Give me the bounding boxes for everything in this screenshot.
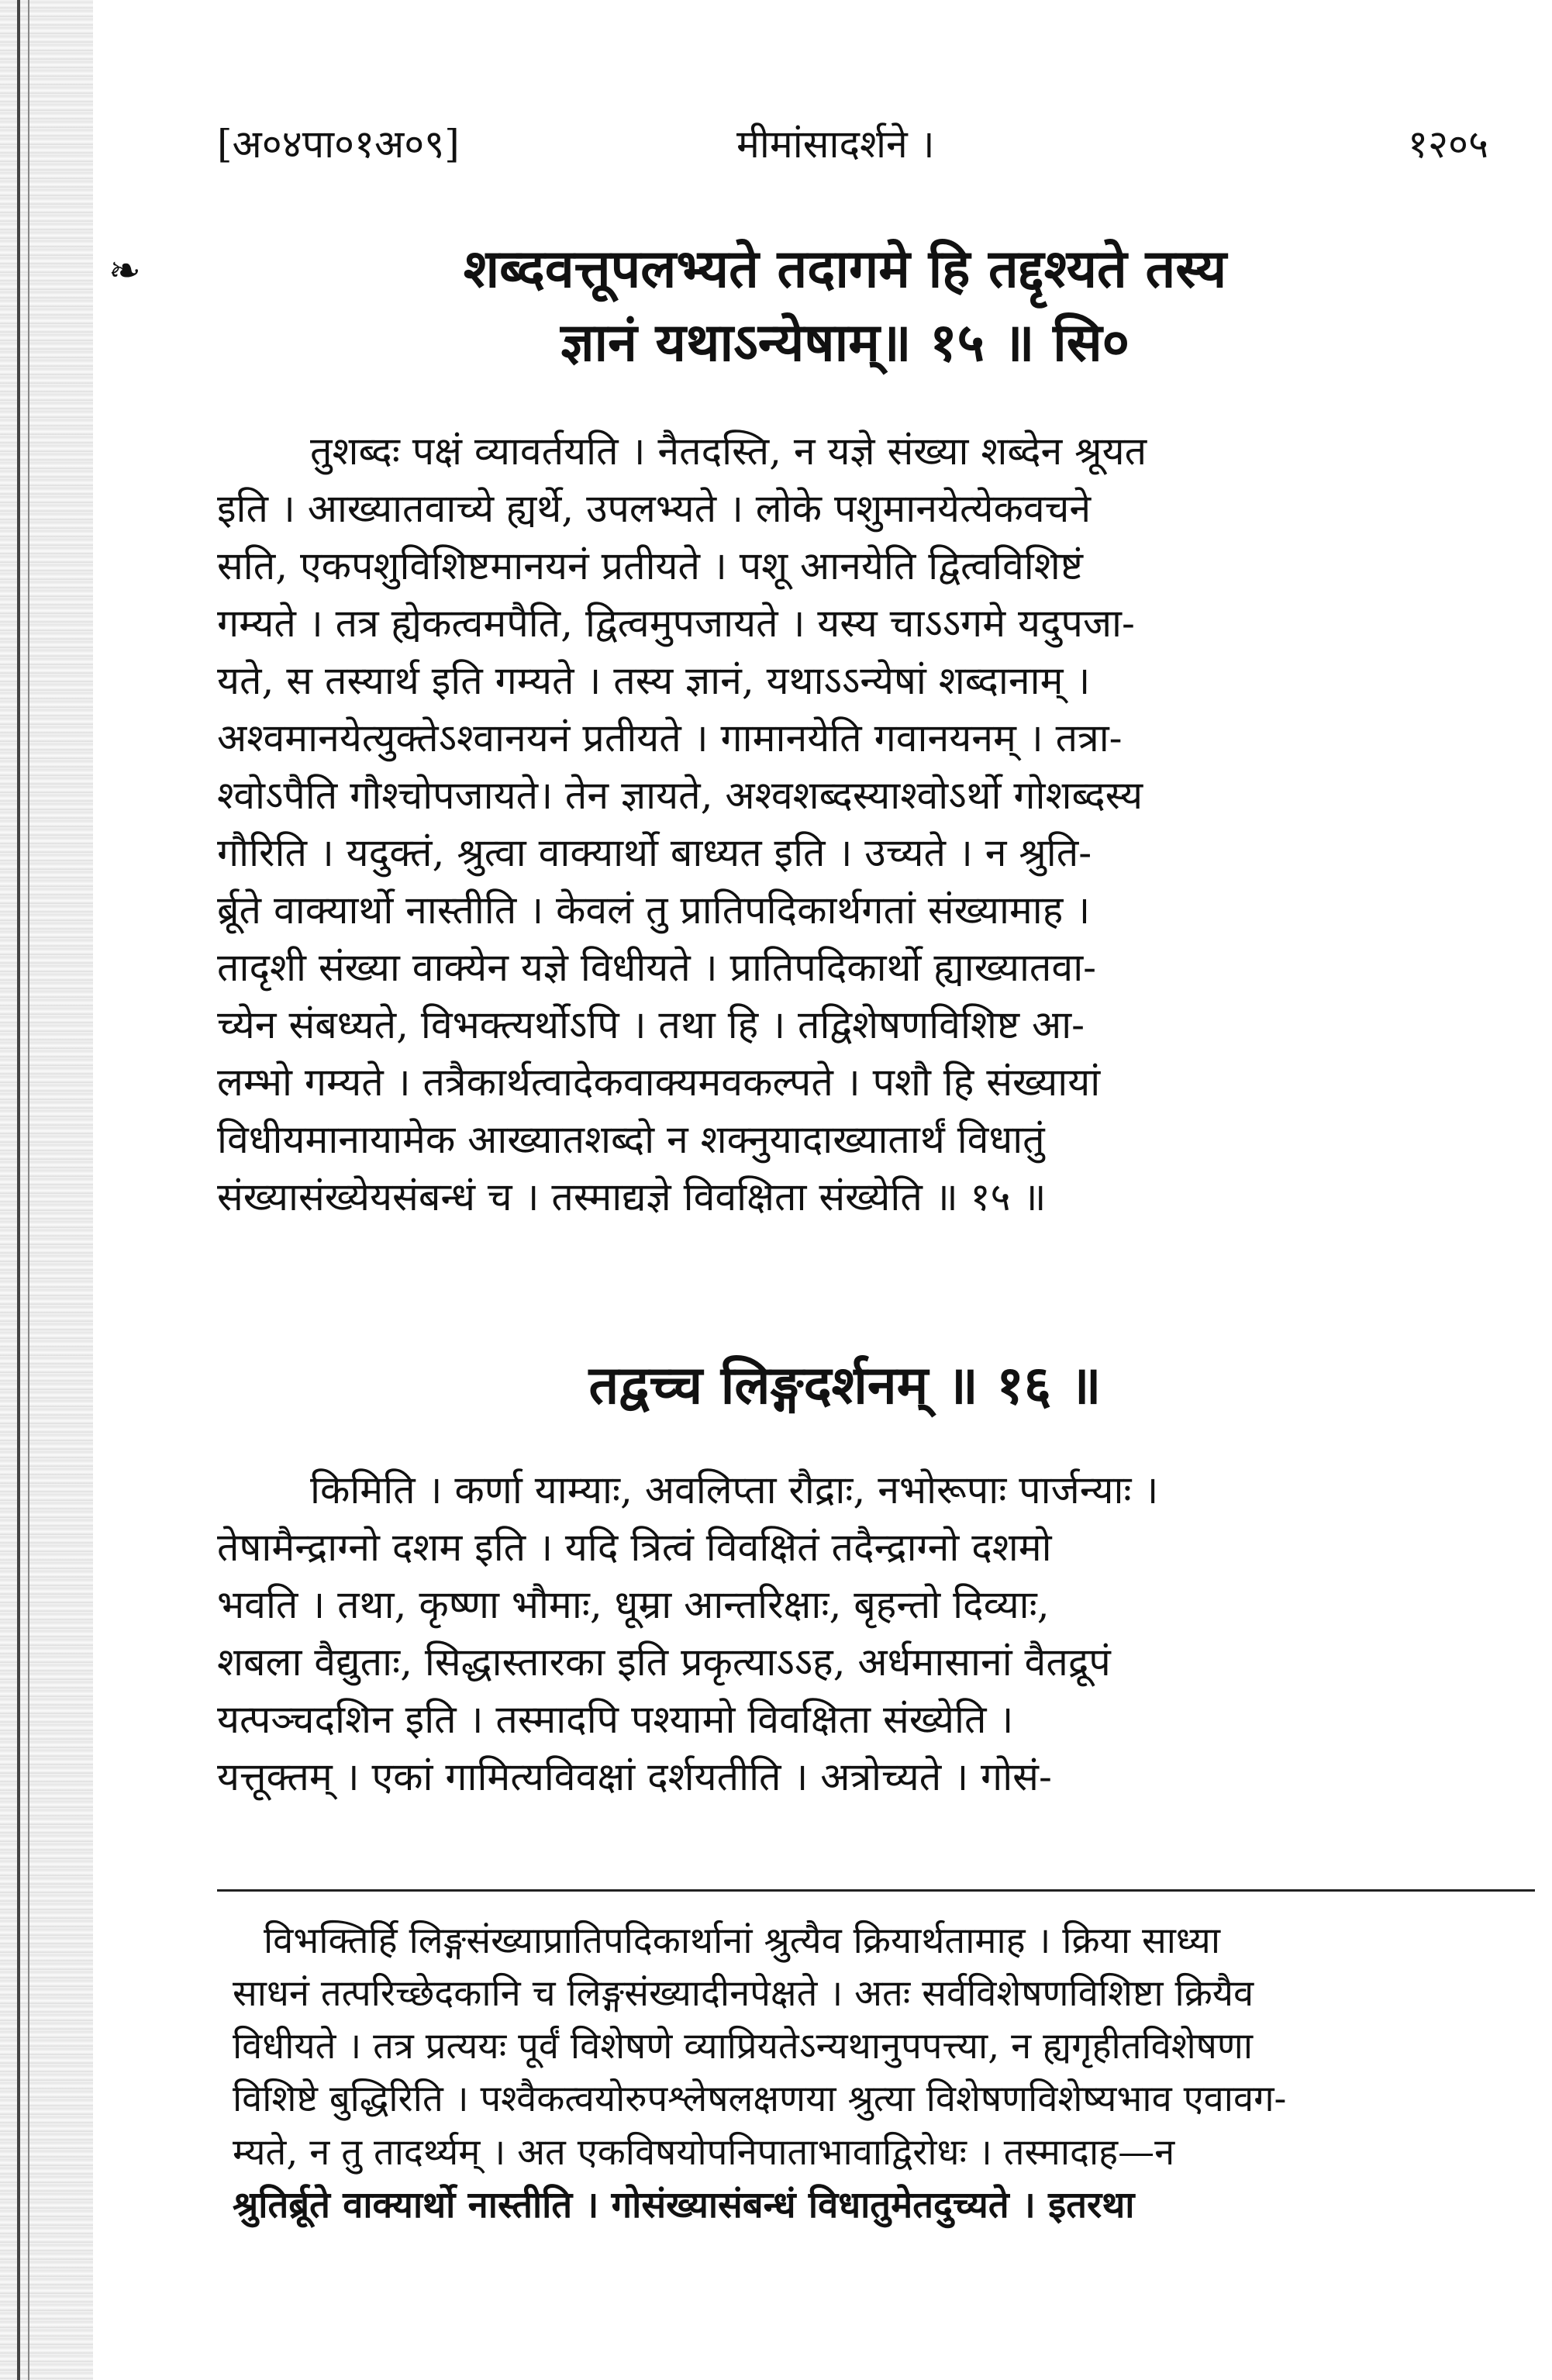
text-line: यत्पञ्चदशिन इति । तस्मादपि पश्यामो विवक्षिता संख्येति । bbox=[217, 1697, 1014, 1742]
binding-line-secondary bbox=[28, 0, 29, 2380]
book-spine-shadow bbox=[0, 0, 93, 2380]
text-line: गौरिति । यदुक्तं, श्रुत्वा वाक्यार्थो बाध्यत इति । उच्यते । न श्रुति- bbox=[217, 830, 1092, 875]
text-line: किमिति । कर्णा याम्याः, अवलिप्ता रौद्राः, नभोरूपाः पार्जन्याः । bbox=[310, 1468, 1159, 1513]
text-line: अश्वमानयेत्युक्तेऽश्वानयनं प्रतीयते । गामानयेति गवानयनम् । तत्रा- bbox=[217, 716, 1123, 761]
footnote-line: साधनं तत्परिच्छेदकानि च लिङ्गसंख्यादीनपेक्षते । अतः सर्वविशेषणविशिष्टा क्रियैव bbox=[233, 1972, 1254, 2016]
footnote-line: विधीयते । तत्र प्रत्ययः पूर्वं विशेषणे व्याप्रियतेऽन्यथानुपपत्त्या, न ह्यगृहीतविशेषणा bbox=[233, 2025, 1254, 2068]
section-reference: [अ०४पा०१अ०९] bbox=[217, 122, 460, 167]
commentary-16 bbox=[217, 1461, 1488, 1806]
text-line: विधीयमानायामेक आख्यातशब्दो न शक्नुयादाख्यातार्थं विधातुं bbox=[217, 1117, 1045, 1162]
text-line: यत्तूक्तम् । एकां गामित्यविवक्षां दर्शयतीति । अत्रोच्यते । गोसं- bbox=[217, 1754, 1052, 1799]
sutra-16: तद्वच्च लिङ्गदर्शनम् ॥ १६ ॥ bbox=[588, 1354, 1102, 1416]
footnote-line: म्यते, न तु तादर्थ्यम् । अत एकविषयोपनिपाताभावाद्विरोधः । तस्मादाह—न bbox=[233, 2130, 1175, 2174]
text-line: इति । आख्यातवाच्ये ह्यर्थे, उपलभ्यते । लोके पशुमानयेत्येकवचने bbox=[217, 486, 1092, 531]
text-line: सति, एकपशुविशिष्टमानयनं प्रतीयते । पशू आनयेति द्वित्वविशिष्टं bbox=[217, 543, 1083, 588]
running-title: मीमांसादर्शने । bbox=[736, 122, 935, 167]
sutra-line: ज्ञानं यथाऽन्येषाम्॥ १५ ॥ सि० bbox=[560, 312, 1130, 374]
commentary-15 bbox=[217, 423, 1488, 1226]
margin-marker: ❧ bbox=[109, 248, 141, 293]
text-line: भवति । तथा, कृष्णा भौमाः, धूम्रा आन्तरिक्षाः, बृहन्तो दिव्याः, bbox=[217, 1582, 1050, 1627]
binding-line bbox=[17, 0, 20, 2380]
text-line: तेषामैन्द्राग्नो दशम इति । यदि त्रित्वं विवक्षितं तदैन्द्राग्नो दशमो bbox=[217, 1525, 1052, 1570]
text-line: च्येन संबध्यते, विभक्त्यर्थोऽपि । तथा हि । तद्विशेषणविशिष्ट आ- bbox=[217, 1002, 1085, 1047]
running-header bbox=[217, 116, 1488, 178]
footnote-divider bbox=[217, 1889, 1535, 1892]
footnote-line: विभक्तिर्हि लिङ्गसंख्याप्रातिपदिकार्थानां श्रुत्यैव क्रियार्थतामाह । क्रिया साध्या bbox=[264, 1920, 1220, 1962]
text-line: लम्भो गम्यते । तत्रैकार्थत्वादेकवाक्यमवकल्पते । पशौ हि संख्यायां bbox=[217, 1060, 1101, 1105]
text-line: तादृशी संख्या वाक्येन यज्ञे विधीयते । प्रातिपदिकार्थो ह्याख्यातवा- bbox=[217, 945, 1097, 990]
footnote bbox=[233, 1915, 1473, 2232]
footnote-line: विशिष्टे बुद्धिरिति । पश्वैकत्वयोरुपश्लेषलक्षणया श्रुत्या विशेषणविशेष्यभाव एवावग- bbox=[233, 2078, 1287, 2121]
page-number: १२०५ bbox=[1408, 122, 1488, 167]
sutra-15 bbox=[202, 233, 1488, 380]
footnote-line: श्रुतिर्ब्रूते वाक्यार्थो नास्तीति । गोसंख्यासंबन्धं विधातुमेतदुच्यते । इतरथा bbox=[233, 2183, 1135, 2227]
text-line: र्ब्रूते वाक्यार्थो नास्तीति । केवलं तु प्रातिपदिकार्थगतां संख्यामाह । bbox=[217, 888, 1091, 933]
text-line: संख्यासंख्येयसंबन्धं च । तस्माद्यज्ञे विवक्षिता संख्येति ॥ १५ ॥ bbox=[217, 1174, 1047, 1219]
text-line: तुशब्दः पक्षं व्यावर्तयति । नैतदस्ति, न यज्ञे संख्या शब्देन श्रूयत bbox=[310, 429, 1147, 474]
text-line: गम्यते । तत्र ह्येकत्वमपैति, द्वित्वमुपजायते । यस्य चाऽऽगमे यदुपजा- bbox=[217, 601, 1135, 646]
text-line: श्वोऽपैति गौश्चोपजायते। तेन ज्ञायते, अश्वशब्दस्याश्वोऽर्थो गोशब्दस्य bbox=[217, 773, 1143, 818]
text-line: शबला वैद्युताः, सिद्धास्तारका इति प्रकृत्याऽऽह, अर्धमासानां वैतद्रूपं bbox=[217, 1640, 1111, 1685]
sutra-line: शब्दवत्तूपलभ्यते तदागमे हि तद्दृश्यते तस्य bbox=[463, 238, 1227, 300]
text-line: यते, स तस्यार्थ इति गम्यते । तस्य ज्ञानं, यथाऽऽन्येषां शब्दानाम् । bbox=[217, 658, 1091, 703]
